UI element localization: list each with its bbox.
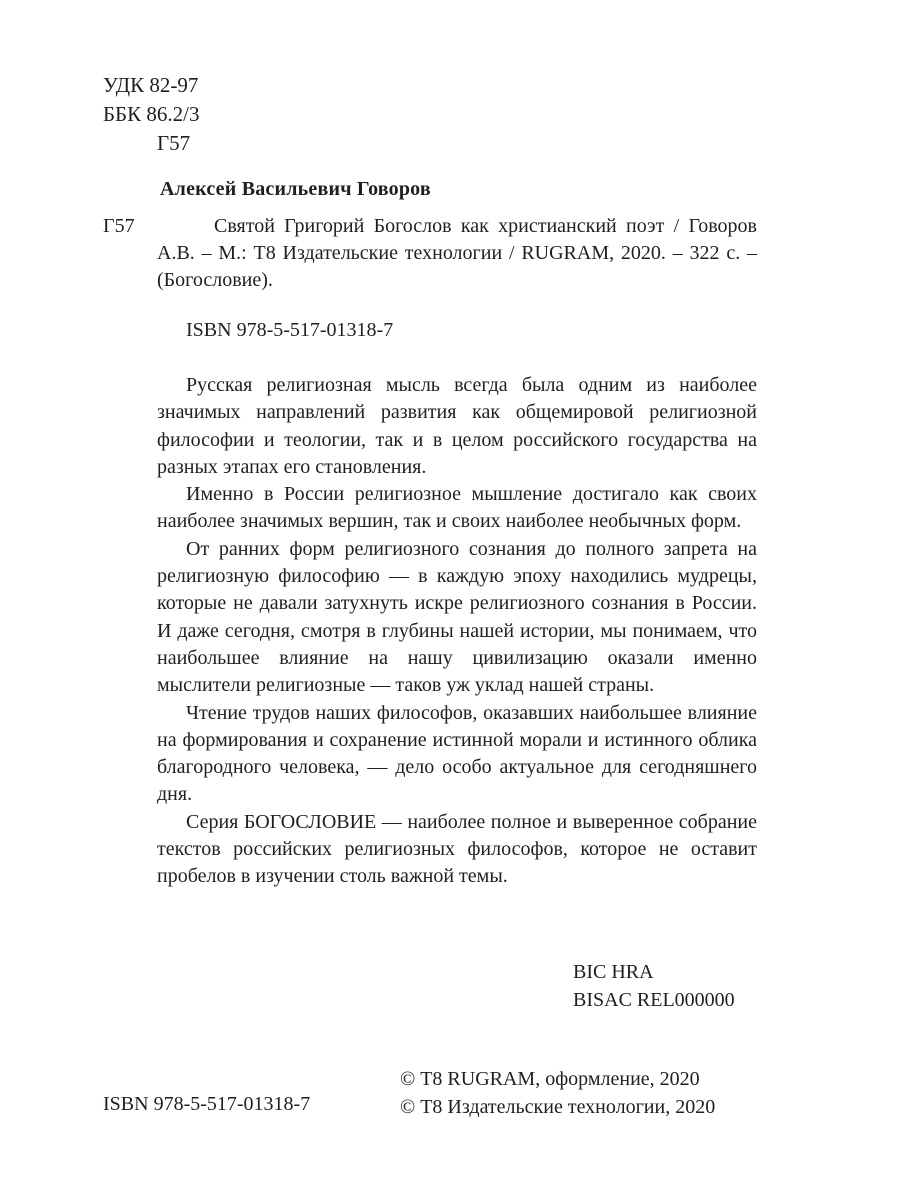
bbk-code: ББК 86.2/3 [103, 102, 200, 126]
bibliographic-mark: Г57 [103, 215, 135, 237]
annotation-paragraph: Именно в России религиозное мышление достигало как своих наиболее значимых вершин, так и своих наиболее необычных форм. [157, 483, 757, 533]
annotation [157, 372, 757, 891]
isbn-bottom: ISBN 978-5-517-01318-7 [103, 1093, 311, 1115]
isbn-top: ISBN 978-5-517-01318-7 [186, 319, 394, 341]
bibliographic-record: Святой Григорий Богослов как христианский поэт / Говоров А.В. – М.: Т8 Издательские технологии / RUGRAM, 2020. – 322 с. – (Богословие). [157, 215, 757, 291]
subject-codes [573, 958, 735, 1014]
annotation-paragraph: От ранних форм религиозного сознания до полного запрета на религиозную философию — в каждую эпоху находились мудрецы, которые не давали затухнуть искре религиозного сознания в России. И даже сегодня, смотря в глубины нашей истории, мы понимаем, что наибольшее влияние на нашу цивилизацию оказали именно мыслители религиозные — таков уж уклад нашей страны. [157, 537, 757, 697]
copyright-line: © Т8 RUGRAM, оформление, 2020 [400, 1068, 700, 1090]
annotation-paragraph: Серия БОГОСЛОВИЕ — наиболее полное и выверенное собрание текстов российских религиозных философов, которое не оставит пробелов в изучении столь важной темы. [157, 810, 757, 888]
author-name: Алексей Васильевич Говоров [160, 178, 431, 200]
bic-code: BIC HRA [573, 961, 654, 983]
bisac-code: BISAC REL000000 [573, 989, 735, 1011]
annotation-paragraph: Русская религиозная мысль всегда была одним из наиболее значимых направлений развития как общемировой религиозной философии и теологии, так и в целом российского государства на разных этапах его становления. [157, 374, 757, 478]
copyright-block [400, 1065, 715, 1121]
copyright-line: © Т8 Издательские технологии, 2020 [400, 1096, 716, 1118]
annotation-paragraph: Чтение трудов наших философов, оказавших наибольшее влияние на формирования и сохранение истинной морали и истинного облика благородного человека, — дело особо актуальное для сегодняшнего дня. [157, 701, 757, 806]
udk-code: УДК 82-97 [103, 73, 199, 97]
author-mark: Г57 [157, 131, 191, 155]
